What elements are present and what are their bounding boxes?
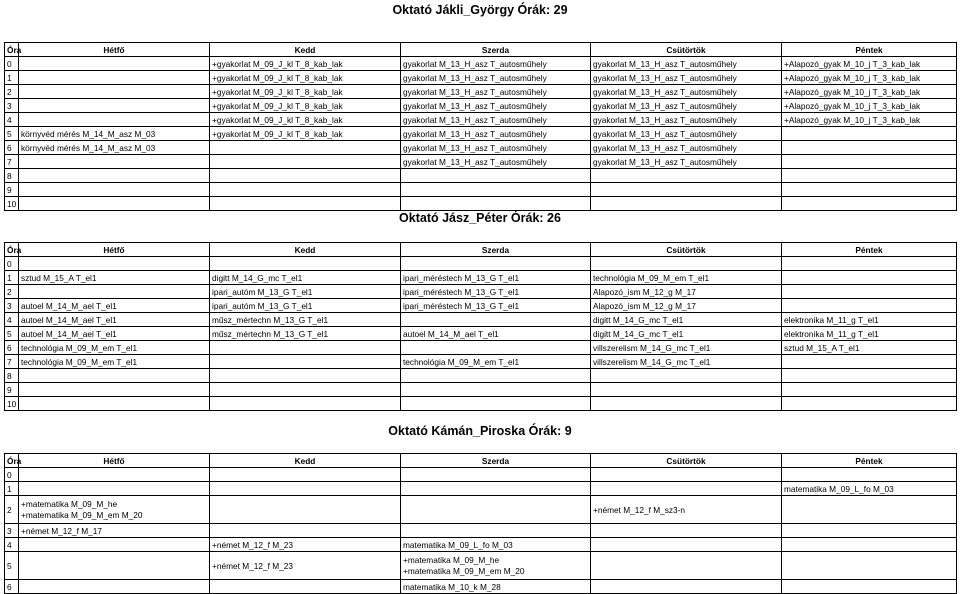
table-row: [5, 524, 957, 538]
lesson-cell: [19, 85, 210, 99]
lesson-cell: [210, 369, 401, 383]
lesson-cell: autoel M_14_M_ael T_el1: [19, 313, 210, 327]
table-row: [5, 85, 957, 99]
hour-cell: 10: [5, 397, 19, 411]
lesson-cell: [210, 524, 401, 538]
lesson-cell: [782, 299, 957, 313]
lesson-cell: [591, 482, 782, 496]
lesson-cell: [19, 197, 210, 211]
table-row: [5, 552, 957, 580]
lesson-cell: [782, 580, 957, 594]
lesson-cell: [210, 169, 401, 183]
lesson-cell: technológia M_09_M_em T_el1: [401, 355, 591, 369]
lesson-cell: matematika M_10_k M_28: [401, 580, 591, 594]
lesson-cell: [782, 271, 957, 285]
timetable: [4, 453, 957, 594]
lesson-cell: [591, 552, 782, 580]
lesson-cell: műsz_mértechn M_13_G T_el1: [210, 327, 401, 341]
column-header: Óra: [5, 43, 19, 57]
table-row: [5, 369, 957, 383]
lesson-cell: [782, 285, 957, 299]
table-row: [5, 383, 957, 397]
table-row: [5, 183, 957, 197]
lesson-cell: gyakorlat M_13_H_asz T_autosműhely: [401, 141, 591, 155]
lesson-cell: [401, 369, 591, 383]
lesson-cell: +gyakorlat M_09_J_kl T_8_kab_lak: [210, 57, 401, 71]
lesson-cell: [210, 341, 401, 355]
lesson-cell: [210, 468, 401, 482]
lesson-cell: gyakorlat M_13_H_asz T_autosműhely: [591, 71, 782, 85]
lesson-cell: [591, 169, 782, 183]
header-row: [5, 454, 957, 468]
hour-cell: 5: [5, 552, 19, 580]
column-header: Kedd: [210, 454, 401, 468]
lesson-cell: [591, 580, 782, 594]
lesson-cell: [401, 169, 591, 183]
lesson-cell: [210, 496, 401, 524]
lesson-cell: [591, 197, 782, 211]
lesson-cell: technológia M_09_M_em T_el1: [19, 341, 210, 355]
lesson-cell: [401, 496, 591, 524]
table-row: [5, 271, 957, 285]
lesson-cell: [591, 538, 782, 552]
hour-cell: 8: [5, 369, 19, 383]
column-header: Kedd: [210, 43, 401, 57]
lesson-cell: gyakorlat M_13_H_asz T_autosműhely: [401, 99, 591, 113]
table-row: [5, 141, 957, 155]
lesson-cell: [782, 496, 957, 524]
lesson-cell: [19, 285, 210, 299]
lesson-cell: +matematika M_09_M_he +matematika M_09_M_em M_20: [401, 552, 591, 580]
hour-cell: 3: [5, 99, 19, 113]
lesson-cell: +Alapozó_gyak M_10_j T_3_kab_lak: [782, 85, 957, 99]
column-header: Kedd: [210, 243, 401, 257]
lesson-cell: [19, 155, 210, 169]
lesson-cell: környvéd mérés M_14_M_asz M_03: [19, 127, 210, 141]
lesson-cell: technológia M_09_M_em T_el1: [591, 271, 782, 285]
lesson-cell: ipari_autóm M_13_G T_el1: [210, 299, 401, 313]
hour-cell: 0: [5, 57, 19, 71]
column-header: Hétfő: [19, 43, 210, 57]
hour-cell: 0: [5, 257, 19, 271]
lesson-cell: [591, 257, 782, 271]
lesson-cell: gyakorlat M_13_H_asz T_autosműhely: [401, 71, 591, 85]
lesson-cell: +gyakorlat M_09_J_kl T_8_kab_lak: [210, 85, 401, 99]
lesson-cell: [401, 197, 591, 211]
hour-cell: 4: [5, 313, 19, 327]
table-row: [5, 197, 957, 211]
lesson-cell: villszerelism M_14_G_mc T_el1: [591, 341, 782, 355]
table-row: [5, 57, 957, 71]
lesson-cell: [19, 538, 210, 552]
lesson-cell: +gyakorlat M_09_J_kl T_8_kab_lak: [210, 99, 401, 113]
lesson-cell: [782, 141, 957, 155]
table-row: [5, 113, 957, 127]
lesson-cell: +matematika M_09_M_he +matematika M_09_M_em M_20: [19, 496, 210, 524]
column-header: Péntek: [782, 243, 957, 257]
lesson-cell: [19, 468, 210, 482]
lesson-cell: matematika M_09_L_fo M_03: [782, 482, 957, 496]
lesson-cell: gyakorlat M_13_H_asz T_autosműhely: [591, 155, 782, 169]
lesson-cell: [782, 538, 957, 552]
hour-cell: 5: [5, 127, 19, 141]
timetable: [4, 242, 957, 411]
lesson-cell: +német M_12_f M_sz3-n: [591, 496, 782, 524]
hour-cell: 6: [5, 141, 19, 155]
column-header: Péntek: [782, 43, 957, 57]
column-header: Hétfő: [19, 243, 210, 257]
table-row: [5, 496, 957, 524]
lesson-cell: [782, 524, 957, 538]
lesson-cell: autoel M_14_M_ael T_el1: [19, 327, 210, 341]
hour-cell: 1: [5, 482, 19, 496]
lesson-cell: [401, 341, 591, 355]
hour-cell: 4: [5, 113, 19, 127]
teacher-title: Oktató Jász_Péter Órák: 26: [399, 211, 561, 225]
lesson-cell: Alapozó_ism M_12_g M_17: [591, 299, 782, 313]
hour-cell: 8: [5, 169, 19, 183]
lesson-cell: [401, 183, 591, 197]
lesson-cell: [19, 99, 210, 113]
lesson-cell: +német M_12_f M_23: [210, 552, 401, 580]
lesson-cell: [782, 468, 957, 482]
hour-cell: 6: [5, 341, 19, 355]
teacher-title: Oktató Jákli_György Órák: 29: [392, 3, 568, 17]
lesson-cell: [19, 71, 210, 85]
lesson-cell: [782, 369, 957, 383]
column-header: Csütörtök: [591, 243, 782, 257]
lesson-cell: gyakorlat M_13_H_asz T_autosműhely: [591, 113, 782, 127]
lesson-cell: [19, 580, 210, 594]
lesson-cell: gyakorlat M_13_H_asz T_autosműhely: [401, 155, 591, 169]
lesson-cell: gyakorlat M_13_H_asz T_autosműhely: [401, 113, 591, 127]
hour-cell: 7: [5, 355, 19, 369]
lesson-cell: ipari_méréstech M_13_G T_el1: [401, 271, 591, 285]
lesson-cell: digitt M_14_G_mc T_el1: [210, 271, 401, 285]
lesson-cell: ipari_méréstech M_13_G T_el1: [401, 299, 591, 313]
table-row: [5, 257, 957, 271]
lesson-cell: [210, 197, 401, 211]
table-row: [5, 468, 957, 482]
table-row: [5, 299, 957, 313]
lesson-cell: [19, 57, 210, 71]
hour-cell: 6: [5, 580, 19, 594]
table-row: [5, 155, 957, 169]
lesson-cell: [782, 355, 957, 369]
hour-cell: 10: [5, 197, 19, 211]
lesson-cell: [210, 397, 401, 411]
hour-cell: 0: [5, 468, 19, 482]
lesson-cell: [19, 369, 210, 383]
hour-cell: 5: [5, 327, 19, 341]
table-row: [5, 482, 957, 496]
lesson-cell: [782, 552, 957, 580]
column-header: Péntek: [782, 454, 957, 468]
hour-cell: 3: [5, 299, 19, 313]
column-header: Hétfő: [19, 454, 210, 468]
lesson-cell: [782, 397, 957, 411]
lesson-cell: [782, 257, 957, 271]
lesson-cell: +német M_12_f M_23: [210, 538, 401, 552]
lesson-cell: +gyakorlat M_09_J_kl T_8_kab_lak: [210, 127, 401, 141]
lesson-cell: [19, 552, 210, 580]
hour-cell: 1: [5, 71, 19, 85]
lesson-cell: [401, 468, 591, 482]
lesson-cell: [401, 397, 591, 411]
hour-cell: 2: [5, 496, 19, 524]
lesson-cell: +Alapozó_gyak M_10_j T_3_kab_lak: [782, 57, 957, 71]
hour-cell: 7: [5, 155, 19, 169]
hour-cell: 4: [5, 538, 19, 552]
lesson-cell: műsz_mértechn M_13_G T_el1: [210, 313, 401, 327]
teacher-title: Oktató Kámán_Piroska Órák: 9: [388, 424, 572, 438]
lesson-cell: villszerelism M_14_G_mc T_el1: [591, 355, 782, 369]
lesson-cell: [782, 183, 957, 197]
lesson-cell: gyakorlat M_13_H_asz T_autosműhely: [591, 141, 782, 155]
column-header: Szerda: [401, 243, 591, 257]
lesson-cell: [591, 369, 782, 383]
hour-cell: 2: [5, 85, 19, 99]
lesson-cell: [19, 113, 210, 127]
lesson-cell: [591, 524, 782, 538]
hour-cell: 1: [5, 271, 19, 285]
table-row: [5, 169, 957, 183]
lesson-cell: [19, 397, 210, 411]
lesson-cell: elektronika M_11_g T_el1: [782, 327, 957, 341]
lesson-cell: gyakorlat M_13_H_asz T_autosműhely: [401, 57, 591, 71]
table-row: [5, 127, 957, 141]
lesson-cell: [19, 169, 210, 183]
lesson-cell: elektronika M_11_g T_el1: [782, 313, 957, 327]
header-row: [5, 43, 957, 57]
hour-cell: 3: [5, 524, 19, 538]
lesson-cell: sztud M_15_A T_el1: [19, 271, 210, 285]
lesson-cell: [591, 468, 782, 482]
lesson-cell: környvéd mérés M_14_M_asz M_03: [19, 141, 210, 155]
lesson-cell: [401, 524, 591, 538]
lesson-cell: [19, 257, 210, 271]
lesson-cell: digitt M_14_G_mc T_el1: [591, 313, 782, 327]
table-row: [5, 327, 957, 341]
table-row: [5, 71, 957, 85]
lesson-cell: [591, 183, 782, 197]
lesson-cell: [401, 482, 591, 496]
lesson-cell: gyakorlat M_13_H_asz T_autosműhely: [591, 127, 782, 141]
lesson-cell: gyakorlat M_13_H_asz T_autosműhely: [401, 127, 591, 141]
table-row: [5, 538, 957, 552]
lesson-cell: [782, 197, 957, 211]
lesson-cell: +gyakorlat M_09_J_kl T_8_kab_lak: [210, 113, 401, 127]
lesson-cell: +német M_12_f M_17: [19, 524, 210, 538]
lesson-cell: [210, 141, 401, 155]
hour-cell: 2: [5, 285, 19, 299]
lesson-cell: [210, 580, 401, 594]
table-row: [5, 341, 957, 355]
lesson-cell: [210, 482, 401, 496]
lesson-cell: ipari_autóm M_13_G T_el1: [210, 285, 401, 299]
lesson-cell: [782, 169, 957, 183]
lesson-cell: [19, 183, 210, 197]
lesson-cell: [782, 383, 957, 397]
lesson-cell: matematika M_09_L_fo M_03: [401, 538, 591, 552]
hour-cell: 9: [5, 383, 19, 397]
column-header: Csütörtök: [591, 454, 782, 468]
column-header: Szerda: [401, 454, 591, 468]
table-row: [5, 355, 957, 369]
lesson-cell: autoel M_14_M_ael T_el1: [19, 299, 210, 313]
lesson-cell: +gyakorlat M_09_J_kl T_8_kab_lak: [210, 71, 401, 85]
lesson-cell: [782, 127, 957, 141]
lesson-cell: autoel M_14_M_ael T_el1: [401, 327, 591, 341]
column-header: Óra: [5, 454, 19, 468]
lesson-cell: +Alapozó_gyak M_10_j T_3_kab_lak: [782, 71, 957, 85]
lesson-cell: gyakorlat M_13_H_asz T_autosműhely: [591, 99, 782, 113]
lesson-cell: gyakorlat M_13_H_asz T_autosműhely: [591, 57, 782, 71]
lesson-cell: [210, 183, 401, 197]
lesson-cell: gyakorlat M_13_H_asz T_autosműhely: [591, 85, 782, 99]
lesson-cell: technológia M_09_M_em T_el1: [19, 355, 210, 369]
column-header: Óra: [5, 243, 19, 257]
lesson-cell: [210, 355, 401, 369]
lesson-cell: sztud M_15_A T_el1: [782, 341, 957, 355]
lesson-cell: [782, 155, 957, 169]
header-row: [5, 243, 957, 257]
column-header: Szerda: [401, 43, 591, 57]
table-row: [5, 285, 957, 299]
lesson-cell: Alapozó_ism M_12_g M_17: [591, 285, 782, 299]
lesson-cell: [19, 482, 210, 496]
lesson-cell: +Alapozó_gyak M_10_j T_3_kab_lak: [782, 113, 957, 127]
lesson-cell: [210, 155, 401, 169]
lesson-cell: [401, 257, 591, 271]
hour-cell: 9: [5, 183, 19, 197]
lesson-cell: [591, 397, 782, 411]
table-row: [5, 99, 957, 113]
lesson-cell: +Alapozó_gyak M_10_j T_3_kab_lak: [782, 99, 957, 113]
lesson-cell: digitt M_14_G_mc T_el1: [591, 327, 782, 341]
lesson-cell: [401, 383, 591, 397]
table-row: [5, 313, 957, 327]
column-header: Csütörtök: [591, 43, 782, 57]
lesson-cell: [401, 313, 591, 327]
table-row: [5, 397, 957, 411]
table-row: [5, 580, 957, 594]
lesson-cell: gyakorlat M_13_H_asz T_autosműhely: [401, 85, 591, 99]
lesson-cell: [591, 383, 782, 397]
lesson-cell: [19, 383, 210, 397]
lesson-cell: [210, 257, 401, 271]
lesson-cell: [210, 383, 401, 397]
lesson-cell: ipari_méréstech M_13_G T_el1: [401, 285, 591, 299]
timetable: [4, 42, 957, 211]
